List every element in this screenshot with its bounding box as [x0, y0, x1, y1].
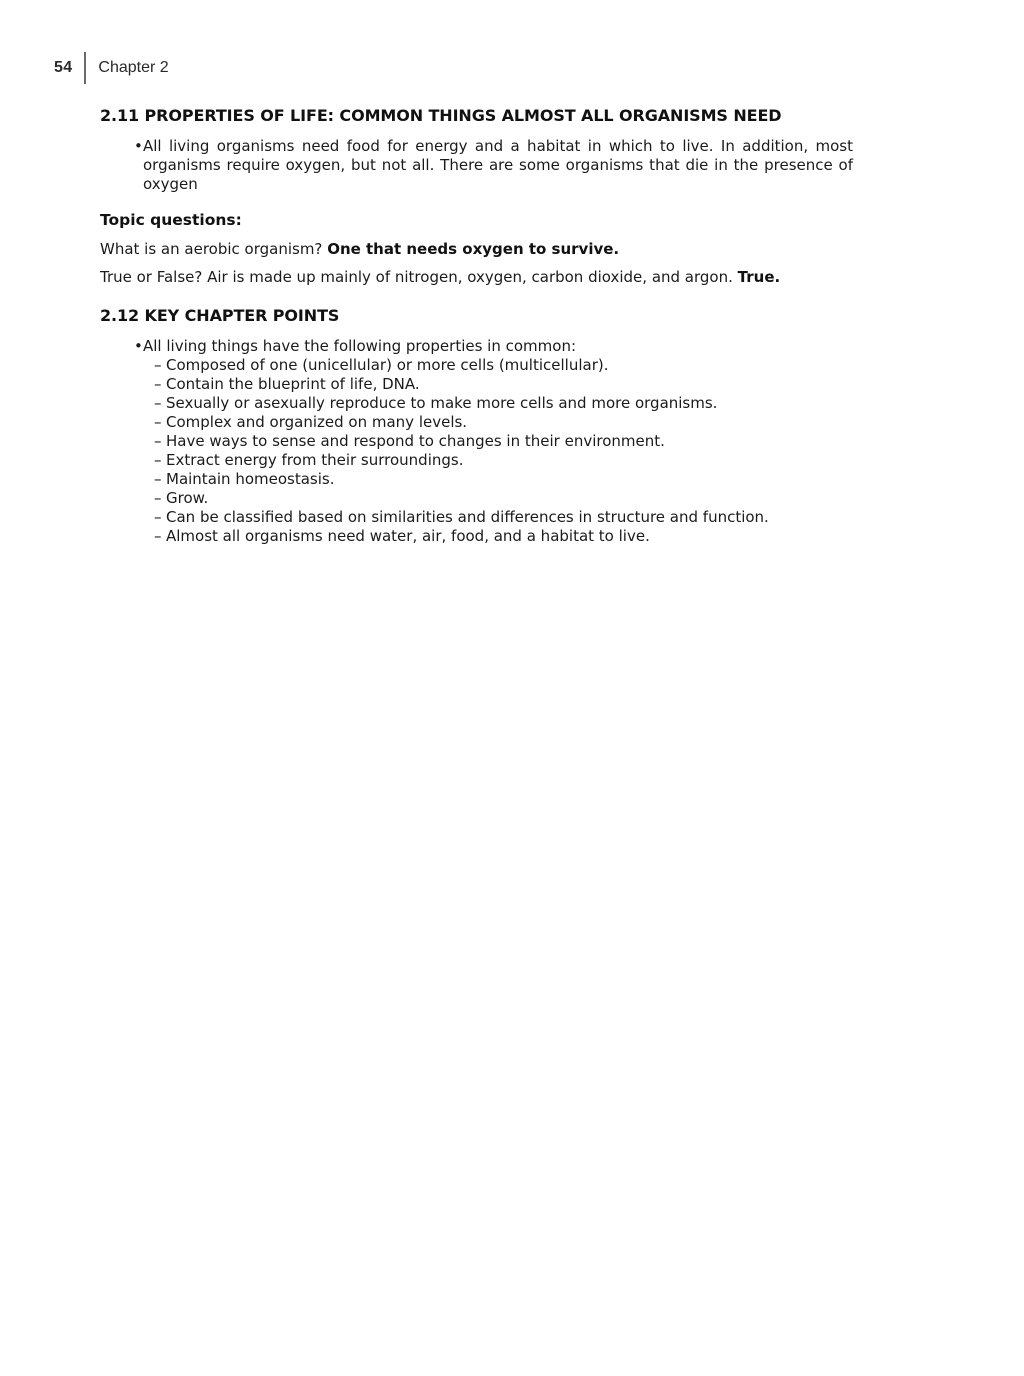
dash-icon: –: [154, 356, 162, 374]
dash-icon: –: [154, 508, 162, 526]
key-point-text: Grow.: [166, 489, 209, 507]
dash-icon: –: [154, 470, 162, 488]
key-point-text: Almost all organisms need water, air, food, and a habitat to live.: [166, 527, 650, 545]
dash-icon: –: [154, 527, 162, 545]
page-content: [100, 107, 880, 546]
dash-icon: –: [154, 413, 162, 431]
key-point-item: [100, 394, 880, 413]
key-point-item: [100, 375, 880, 394]
key-point-item: [100, 356, 880, 375]
key-point-text: Maintain homeostasis.: [166, 470, 335, 488]
key-point-item: [100, 432, 880, 451]
key-point-text: Composed of one (unicellular) or more cells (multicellular).: [166, 356, 609, 374]
key-points-lead-text: All living things have the following properties in common:: [143, 337, 577, 355]
key-point-text: Extract energy from their surroundings.: [166, 451, 464, 469]
key-point-text: Have ways to sense and respond to changes in their environment.: [166, 432, 665, 450]
page-number: 54: [54, 59, 73, 76]
key-point-item: [100, 413, 880, 432]
key-point-item: [100, 489, 880, 508]
section-2-11-bullet-item: [100, 137, 853, 194]
header-divider: [84, 52, 86, 84]
key-point-text: Sexually or asexually reproduce to make more cells and more organisms.: [166, 394, 718, 412]
dash-icon: –: [154, 489, 162, 507]
key-point-text: Complex and organized on many levels.: [166, 413, 468, 431]
section-2-12-heading: 2.12 KEY CHAPTER POINTS: [100, 306, 340, 325]
key-point-item: [100, 527, 880, 546]
section-2-11-heading: 2.11 PROPERTIES OF LIFE: COMMON THINGS ALMOST ALL ORGANISMS NEED: [100, 106, 782, 125]
key-point-item: [100, 451, 880, 470]
dash-icon: –: [154, 432, 162, 450]
topic-question-1: [100, 240, 880, 259]
dash-icon: –: [154, 375, 162, 393]
key-point-text: Contain the blueprint of life, DNA.: [166, 375, 420, 393]
dash-icon: –: [154, 451, 162, 469]
section-2-11-bullet-text: All living organisms need food for energy and a habitat in which to live. In addition, most organisms require oxygen, but not all. There are some organisms that die in the presence of oxygen: [143, 137, 853, 193]
key-points-list: [100, 356, 880, 546]
question-1-answer: One that needs oxygen to survive.: [327, 240, 620, 258]
key-point-item: [100, 508, 880, 527]
section-2-12-bullet-item: [100, 337, 880, 356]
topic-question-2: [100, 268, 880, 287]
bullet-icon: •: [134, 337, 143, 355]
question-2-text: True or False? Air is made up mainly of nitrogen, oxygen, carbon dioxide, and argon.: [100, 268, 733, 286]
topic-questions-heading: Topic questions:: [100, 211, 242, 229]
question-1-text: What is an aerobic organism?: [100, 240, 323, 258]
chapter-label: Chapter 2: [98, 59, 169, 76]
key-point-text: Can be classified based on similarities and differences in structure and function.: [166, 508, 769, 526]
question-2-answer: True.: [737, 268, 781, 286]
page-header: [54, 52, 169, 84]
key-point-item: [100, 470, 880, 489]
dash-icon: –: [154, 394, 162, 412]
bullet-icon: •: [134, 137, 143, 155]
